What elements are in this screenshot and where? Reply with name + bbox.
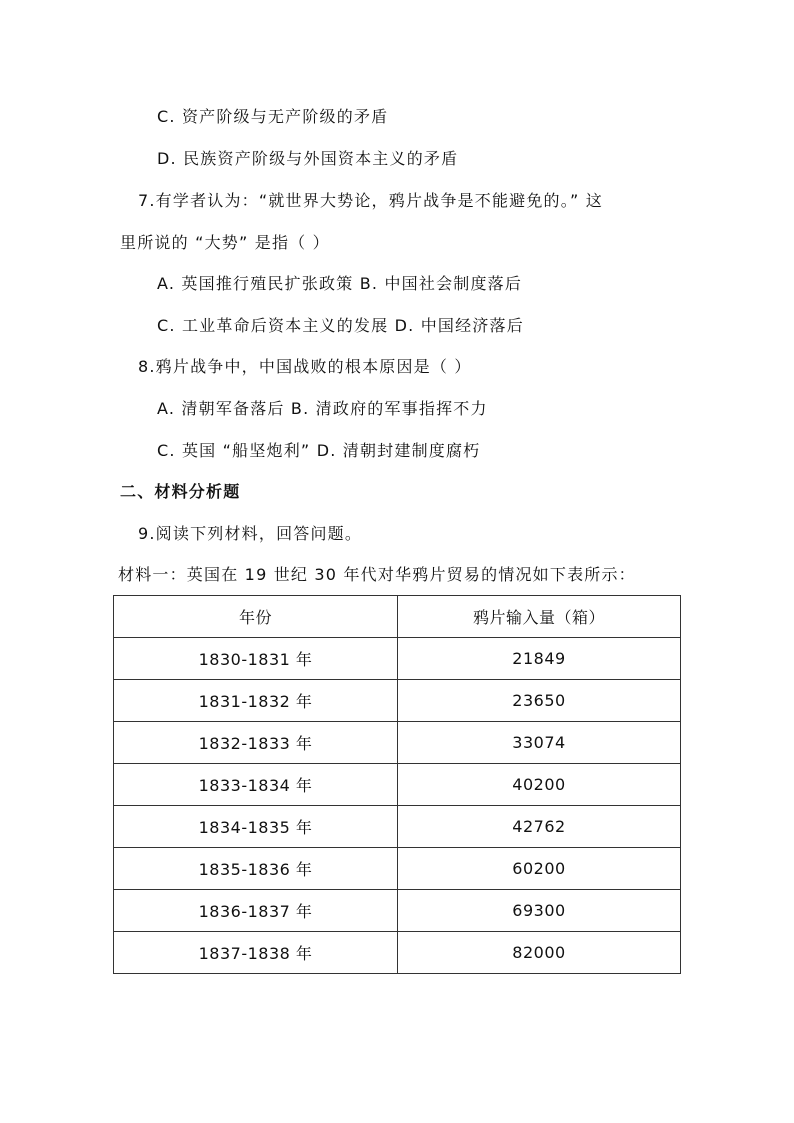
header-year: 年份 bbox=[114, 596, 398, 638]
volume-cell: 42762 bbox=[398, 806, 681, 848]
table-row bbox=[114, 764, 681, 806]
q8-options-ab: A. 清朝军备落后 B. 清政府的军事指挥不力 bbox=[157, 399, 488, 418]
q7-stem-line2: 里所说的 “大势” 是指（ ） bbox=[120, 233, 330, 252]
q6-option-d: D. 民族资产阶级与外国资本主义的矛盾 bbox=[157, 149, 459, 168]
volume-cell: 82000 bbox=[398, 932, 681, 974]
year-cell: 1837-1838 年 bbox=[114, 932, 398, 974]
year-cell: 1832-1833 年 bbox=[114, 722, 398, 764]
opium-trade-table bbox=[113, 595, 681, 974]
volume-cell: 60200 bbox=[398, 848, 681, 890]
header-opium-volume: 鸦片输入量（箱） bbox=[398, 596, 681, 638]
volume-cell: 69300 bbox=[398, 890, 681, 932]
q7-options-ab: A. 英国推行殖民扩张政策 B. 中国社会制度落后 bbox=[157, 274, 523, 293]
q7-options-cd: C. 工业革命后资本主义的发展 D. 中国经济落后 bbox=[157, 316, 524, 335]
q9-stem: 9.阅读下列材料，回答问题。 bbox=[138, 524, 363, 543]
material1-intro: 材料一：英国在 19 世纪 30 年代对华鸦片贸易的情况如下表所示： bbox=[118, 565, 636, 584]
volume-cell: 21849 bbox=[398, 638, 681, 680]
year-cell: 1831-1832 年 bbox=[114, 680, 398, 722]
q8-options-cd: C. 英国 “船坚炮利” D. 清朝封建制度腐朽 bbox=[157, 441, 481, 460]
volume-cell: 23650 bbox=[398, 680, 681, 722]
table-row bbox=[114, 722, 681, 764]
table-row bbox=[114, 680, 681, 722]
table-row bbox=[114, 890, 681, 932]
q8-stem: 8.鸦片战争中，中国战败的根本原因是（ ） bbox=[138, 357, 472, 376]
section-heading: 二、材料分析题 bbox=[120, 482, 241, 501]
year-cell: 1834-1835 年 bbox=[114, 806, 398, 848]
table-header-row bbox=[114, 596, 681, 638]
year-cell: 1835-1836 年 bbox=[114, 848, 398, 890]
year-cell: 1836-1837 年 bbox=[114, 890, 398, 932]
volume-cell: 33074 bbox=[398, 722, 681, 764]
volume-cell: 40200 bbox=[398, 764, 681, 806]
year-cell: 1833-1834 年 bbox=[114, 764, 398, 806]
q7-stem-line1: 7.有学者认为：“就世界大势论，鸦片战争是不能避免的。” 这 bbox=[138, 191, 603, 210]
table-row bbox=[114, 932, 681, 974]
year-cell: 1830-1831 年 bbox=[114, 638, 398, 680]
table-row bbox=[114, 806, 681, 848]
table-row bbox=[114, 848, 681, 890]
q6-option-c: C. 资产阶级与无产阶级的矛盾 bbox=[157, 107, 389, 126]
table-row bbox=[114, 638, 681, 680]
